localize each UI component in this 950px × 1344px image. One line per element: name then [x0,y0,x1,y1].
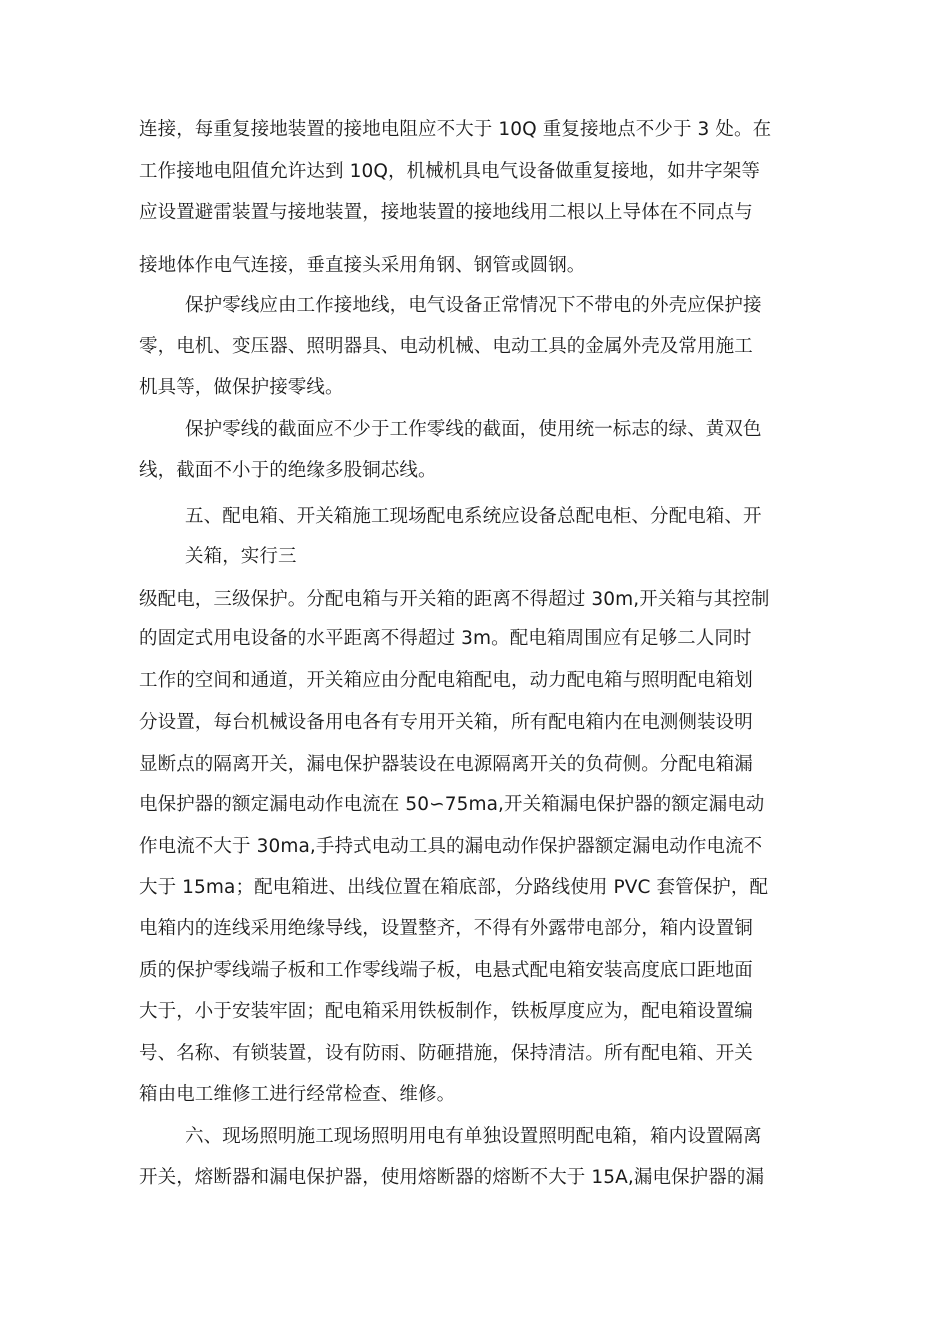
text-line: 大于，小于安装牢固；配电箱采用铁板制作，铁板厚度应为，配电箱设置编 [139,1001,753,1022]
text-line: 电箱内的连线采用绝缘导线，设置整齐，不得有外露带电部分，箱内设置铜 [139,918,753,939]
text-line: 作电流不大于 30ma,手持式电动工具的漏电动作保护器额定漏电动作电流不 [139,836,763,857]
text-line: 工作的空间和通道，开关箱应由分配电箱配电，动力配电箱与照明配电箱划 [139,670,753,691]
text-line: 线，截面不小于的绝缘多股铜芯线。 [139,460,437,481]
text-line: 开关，熔断器和漏电保护器，使用熔断器的熔断不大于 15A,漏电保护器的漏 [139,1167,765,1188]
text-line: 显断点的隔离开关，漏电保护器装设在电源隔离开关的负荷侧。分配电箱漏 [139,754,753,775]
text-line: 电保护器的额定漏电动作电流在 50∽75ma,开关箱漏电保护器的额定漏电动 [139,794,765,815]
text-line: 保护零线的截面应不少于工作零线的截面，使用统一标志的绿、黄双色 [185,419,762,440]
text-line: 工作接地电阻值允许达到 10Q，机械机具电气设备做重复接地，如井字架等 [139,161,760,182]
text-line: 六、现场照明施工现场照明用电有单独设置照明配电箱，箱内设置隔离 [185,1126,762,1147]
text-line: 级配电，三级保护。分配电箱与开关箱的距离不得超过 30m,开关箱与其控制 [139,589,770,610]
text-line: 零，电机、变压器、照明器具、电动机械、电动工具的金属外壳及常用施工 [139,336,753,357]
text-line: 质的保护零线端子板和工作零线端子板，电悬式配电箱安装高度底口距地面 [139,960,753,981]
text-line: 号、名称、有锁装置，设有防雨、防砸措施，保持清洁。所有配电箱、开关 [139,1043,753,1064]
text-line: 大于 15ma；配电箱进、出线位置在箱底部，分路线使用 PVC 套管保护，配 [139,877,769,898]
text-line: 分设置，每台机械设备用电各有专用开关箱，所有配电箱内在电测侧装设明 [139,712,753,733]
text-line: 箱由电工维修工进行经常检查、维修。 [139,1084,456,1105]
text-line: 机具等，做保护接零线。 [139,377,344,398]
text-line: 应设置避雷装置与接地装置，接地装置的接地线用二根以上导体在不同点与 [139,202,753,223]
text-line: 保护零线应由工作接地线，电气设备正常情况下不带电的外壳应保护接 [185,295,762,316]
text-line: 连接，每重复接地装置的接地电阻应不大于 10Q 重复接地点不少于 3 处。在 [139,119,772,140]
text-line: 的固定式用电设备的水平距离不得超过 3m。配电箱周围应有足够二人同时 [139,628,752,649]
text-line: 五、配电箱、开关箱施工现场配电系统应设备总配电柜、分配电箱、开 [185,506,762,527]
text-line: 接地体作电气连接，垂直接头采用角钢、钢管或圆钢。 [139,255,586,276]
text-line: 关箱，实行三 [185,546,297,567]
